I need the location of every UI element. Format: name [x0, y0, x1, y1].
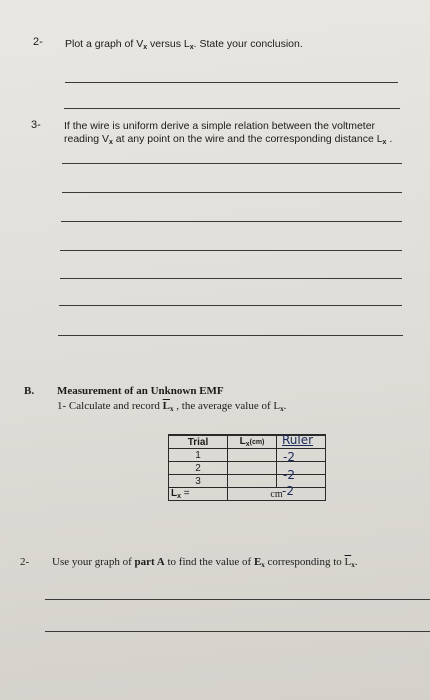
answer-line — [59, 305, 402, 306]
table-row — [169, 449, 326, 462]
answer-line — [60, 278, 402, 279]
handwritten-mark: -2 — [283, 468, 295, 482]
answer-line — [60, 250, 402, 251]
average-row — [169, 488, 326, 501]
answer-line — [45, 599, 430, 600]
question-2b-text: Use your graph of part A to find the value of $E_x$ corresponding to $\overline{L}_x$. — [52, 556, 358, 569]
handwritten-mark: -2 — [283, 450, 295, 464]
header-length: $L_x(cm)$ — [228, 435, 277, 449]
question-2b-number: 2- — [20, 556, 30, 568]
length-cell[interactable] — [228, 475, 277, 488]
average-label: $\overline{L}_x$ = — [169, 488, 228, 501]
answer-line — [58, 335, 403, 336]
trial-cell: 1 — [169, 449, 228, 462]
section-b-item-1: 1- Calculate and record $\overline{L}_x$ , the average value of $L_x$. — [57, 400, 287, 413]
average-unit: cm — [228, 488, 326, 501]
answer-line — [62, 163, 402, 164]
trial-cell: 2 — [169, 462, 228, 475]
question-3-number: 3- — [31, 119, 41, 131]
answer-line — [61, 221, 402, 222]
table-row — [169, 462, 326, 475]
handwritten-ruler: Ruler — [282, 433, 314, 447]
answer-line — [62, 192, 402, 193]
table-row — [169, 475, 326, 488]
answer-line — [65, 82, 398, 83]
question-2-text: Plot a graph of $V_x$ versus $L_x$. State your conclusion. — [65, 38, 303, 51]
answer-line — [45, 631, 430, 632]
length-cell[interactable] — [228, 462, 277, 475]
question-3-line-2: reading $V_x$ at any point on the wire and the corresponding distance $L_x$ . — [64, 133, 393, 146]
trial-cell: 3 — [169, 475, 228, 488]
question-2-number: 2- — [33, 36, 43, 48]
handwritten-mark: -2 — [282, 484, 294, 498]
section-b-letter: B. — [24, 385, 35, 397]
section-b-title: Measurement of an Unknown EMF — [57, 385, 224, 397]
header-trial: Trial — [169, 435, 228, 449]
question-3-line-1: If the wire is uniform derive a simple relation between the voltmeter — [64, 120, 376, 132]
length-cell[interactable] — [228, 449, 277, 462]
answer-line — [64, 108, 400, 109]
